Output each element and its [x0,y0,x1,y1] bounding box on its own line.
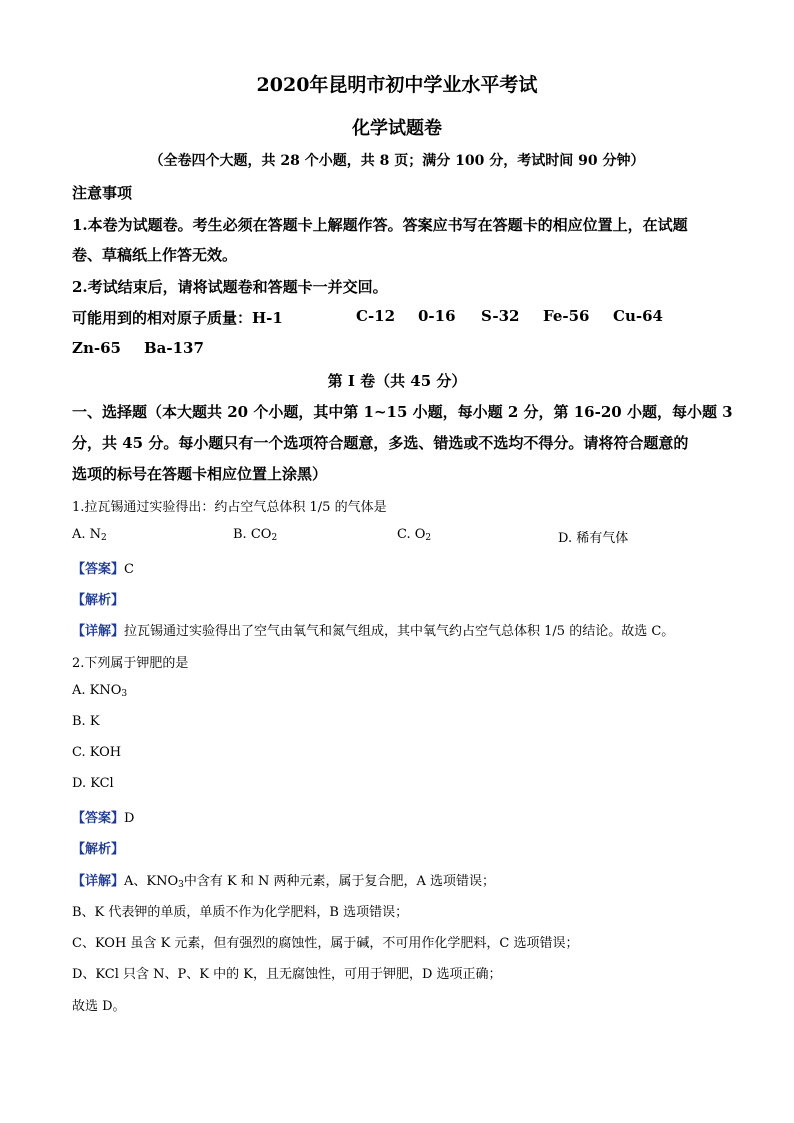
atomic-mass-s: S-32 [481,307,520,325]
q1-option-b-text: B. CO [233,527,272,542]
atomic-mass-o: 0-16 [418,307,456,325]
atomic-mass-zn: Zn-65 [72,339,121,357]
q2-detail-a-suffix: 中含有 K 和 N 两种元素，属于复合肥，A 选项错误； [183,874,496,889]
atomic-mass-fe: Fe-56 [543,307,590,325]
atomic-masses-row-1 [72,307,283,328]
q1-option-c-subscript: 2 [425,533,432,543]
q2-option-c: C. KOH [72,745,122,760]
part-1-instructions-line-1: 一、选择题（本大题共 20 个小题，其中第 1~15 小题，每小题 2 分，第 16-20 小题，每小题 3 [72,403,733,421]
atomic-mass-cu: Cu-64 [613,307,663,325]
q1-stem: 1.拉瓦锡通过实验得出：约占空气总体积 1/5 的气体是 [72,500,387,515]
notes-item-1-line-1: 1.本卷为试题卷。考生必须在答题卡上解题作答。答案应书写在答题卡的相应位置上，在试题 [72,216,688,234]
notes-item-2: 2.考试结束后，请将试题卷和答题卡一并交回。 [72,278,388,296]
q2-analysis [72,838,124,857]
q2-answer-value: D [124,811,135,826]
q1-option-a-subscript: 2 [101,533,107,543]
q2-detail-tag: 【详解】 [72,874,125,889]
q1-option-c-text: C. O [397,527,426,542]
q1-option-d: D. 稀有气体 [558,531,629,546]
q2-detail-a [72,870,495,890]
q2-option-d: D. KCl [72,776,114,791]
part-1-heading: 第 I 卷（共 45 分） [327,372,467,390]
q2-conclusion: 故选 D。 [72,999,126,1014]
q2-detail-b: B、K 代表钾的单质，单质不作为化学肥料，B 选项错误； [72,905,409,920]
q2-option-a [72,683,127,699]
q1-detail-tag: 【详解】 [72,624,125,639]
q1-option-a-text: A. N [72,527,102,542]
q2-analysis-tag: 【解析】 [72,842,125,857]
atomic-masses-label: 可能用到的相对原子质量：H-1 [72,309,283,327]
q1-detail-text: 拉瓦锡通过实验得出了空气由氧气和氮气组成，其中氧气约占空气总体积 1/5 的结论。故选 C。 [124,624,675,639]
q2-stem: 2.下列属于钾肥的是 [72,656,189,671]
q1-option-a [72,527,107,543]
q2-detail-a-prefix: A、KNO [124,874,179,889]
atomic-mass-ba: Ba-137 [144,339,204,357]
q2-detail-a-subscript: 3 [178,880,184,890]
notes-item-1-line-2: 卷、草稿纸上作答无效。 [72,246,238,264]
q1-answer-tag: 【答案】 [72,562,125,577]
q1-analysis [72,589,124,608]
part-1-instructions-line-2: 分，共 45 分。每小题只有一个选项符合题意，多选、错选或不选均不得分。请将符合题意的 [72,434,689,452]
q1-detail [72,620,674,639]
part-1-instructions-line-3: 选项的标号在答题卡相应位置上涂黑） [72,465,328,483]
q1-option-c [397,527,431,543]
q1-analysis-tag: 【解析】 [72,593,125,608]
atomic-mass-c: C-12 [356,307,396,325]
exam-title: 2020年昆明市初中学业水平考试 [256,74,538,96]
exam-info: （全卷四个大题，共 28 个小题，共 8 页；满分 100 分，考试时间 90 分钟） [149,153,645,169]
exam-subject: 化学试题卷 [352,118,442,139]
q2-answer-tag: 【答案】 [72,811,125,826]
q2-option-a-subscript: 3 [121,689,128,699]
q1-option-b-subscript: 2 [271,533,278,543]
q2-answer [72,807,134,826]
q2-option-b: B. K [72,714,100,729]
q1-answer-value: C [124,562,134,577]
q1-answer [72,558,134,577]
q1-option-b [233,527,277,543]
q2-option-a-text: A. KNO [72,683,122,698]
q2-detail-d: D、KCl 只含 N、P、K 中的 K，且无腐蚀性，可用于钾肥，D 选项正确； [72,967,502,982]
notes-heading: 注意事项 [72,184,133,202]
q2-detail-c: C、KOH 虽含 K 元素，但有强烈的腐蚀性，属于碱，不可用作化学肥料，C 选项错误； [72,936,579,951]
